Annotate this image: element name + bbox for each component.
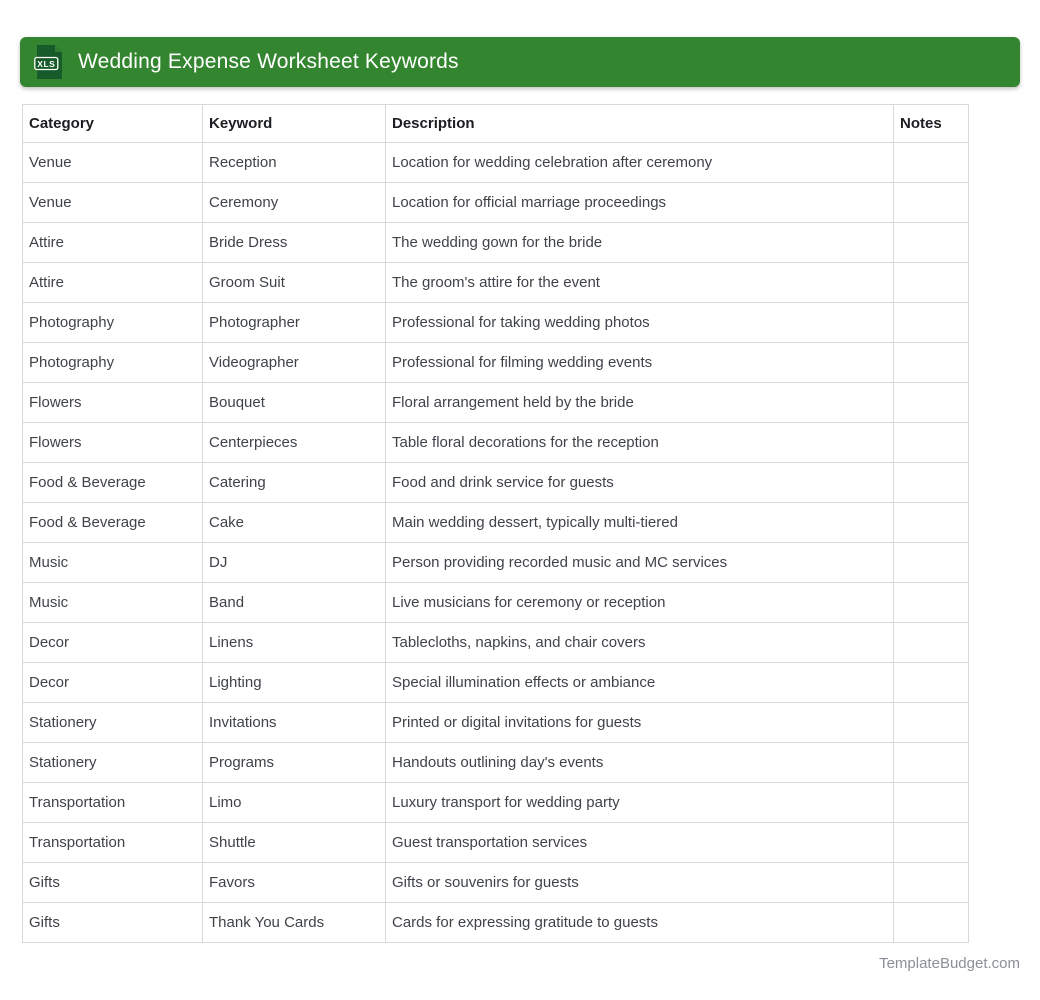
cell-keyword: Thank You Cards (203, 903, 386, 943)
cell-notes (894, 183, 969, 223)
cell-category: Venue (23, 143, 203, 183)
cell-notes (894, 783, 969, 823)
cell-notes (894, 303, 969, 343)
cell-keyword: Cake (203, 503, 386, 543)
cell-notes (894, 663, 969, 703)
xls-icon-label: XLS (37, 59, 56, 69)
cell-notes (894, 623, 969, 663)
cell-notes (894, 263, 969, 303)
table-row (23, 783, 969, 823)
keywords-table (22, 104, 969, 943)
cell-keyword: Limo (203, 783, 386, 823)
cell-category: Flowers (23, 383, 203, 423)
cell-keyword: Shuttle (203, 823, 386, 863)
column-header-category: Category (23, 105, 203, 143)
cell-description: Floral arrangement held by the bride (386, 383, 894, 423)
title-bar (20, 37, 1020, 87)
cell-description: Guest transportation services (386, 823, 894, 863)
cell-keyword: Bride Dress (203, 223, 386, 263)
cell-category: Music (23, 543, 203, 583)
table-row (23, 903, 969, 943)
cell-keyword: Catering (203, 463, 386, 503)
cell-keyword: Invitations (203, 703, 386, 743)
cell-category: Flowers (23, 423, 203, 463)
cell-description: The groom's attire for the event (386, 263, 894, 303)
cell-description: Cards for expressing gratitude to guests (386, 903, 894, 943)
cell-category: Venue (23, 183, 203, 223)
cell-notes (894, 543, 969, 583)
cell-notes (894, 743, 969, 783)
table-row (23, 423, 969, 463)
cell-category: Attire (23, 223, 203, 263)
cell-description: Live musicians for ceremony or reception (386, 583, 894, 623)
cell-keyword: Favors (203, 863, 386, 903)
table-row (23, 463, 969, 503)
cell-description: Food and drink service for guests (386, 463, 894, 503)
cell-description: Person providing recorded music and MC services (386, 543, 894, 583)
table-row (23, 863, 969, 903)
cell-category: Food & Beverage (23, 503, 203, 543)
cell-category: Stationery (23, 743, 203, 783)
cell-category: Music (23, 583, 203, 623)
cell-keyword: Reception (203, 143, 386, 183)
table-row (23, 183, 969, 223)
cell-keyword: Band (203, 583, 386, 623)
table-row (23, 143, 969, 183)
cell-description: The wedding gown for the bride (386, 223, 894, 263)
cell-keyword: Ceremony (203, 183, 386, 223)
cell-notes (894, 903, 969, 943)
cell-description: Gifts or souvenirs for guests (386, 863, 894, 903)
cell-description: Luxury transport for wedding party (386, 783, 894, 823)
cell-category: Transportation (23, 823, 203, 863)
cell-category: Decor (23, 663, 203, 703)
watermark-text: TemplateBudget.com (879, 955, 1020, 972)
cell-keyword: Videographer (203, 343, 386, 383)
cell-keyword: DJ (203, 543, 386, 583)
cell-keyword: Photographer (203, 303, 386, 343)
table-row (23, 263, 969, 303)
cell-category: Decor (23, 623, 203, 663)
cell-keyword: Groom Suit (203, 263, 386, 303)
table-row (23, 823, 969, 863)
cell-description: Location for official marriage proceedings (386, 183, 894, 223)
cell-notes (894, 863, 969, 903)
cell-description: Tablecloths, napkins, and chair covers (386, 623, 894, 663)
cell-description: Handouts outlining day's events (386, 743, 894, 783)
table-row (23, 663, 969, 703)
cell-keyword: Lighting (203, 663, 386, 703)
cell-description: Professional for taking wedding photos (386, 303, 894, 343)
cell-description: Professional for filming wedding events (386, 343, 894, 383)
column-header-description: Description (386, 105, 894, 143)
cell-description: Special illumination effects or ambiance (386, 663, 894, 703)
table-row (23, 223, 969, 263)
cell-notes (894, 823, 969, 863)
cell-notes (894, 503, 969, 543)
table-row (23, 303, 969, 343)
page-title: Wedding Expense Worksheet Keywords (78, 50, 459, 73)
cell-category: Photography (23, 303, 203, 343)
cell-description: Printed or digital invitations for guests (386, 703, 894, 743)
table-row (23, 703, 969, 743)
table-header-row (23, 105, 969, 143)
cell-keyword: Bouquet (203, 383, 386, 423)
table-row (23, 383, 969, 423)
cell-notes (894, 423, 969, 463)
cell-description: Main wedding dessert, typically multi-tiered (386, 503, 894, 543)
table-row (23, 543, 969, 583)
cell-keyword: Centerpieces (203, 423, 386, 463)
cell-description: Location for wedding celebration after ceremony (386, 143, 894, 183)
cell-keyword: Linens (203, 623, 386, 663)
cell-notes (894, 383, 969, 423)
cell-category: Food & Beverage (23, 463, 203, 503)
table-body (23, 143, 969, 943)
table-row (23, 623, 969, 663)
table-row (23, 743, 969, 783)
table-header (23, 105, 969, 143)
cell-notes (894, 223, 969, 263)
cell-category: Attire (23, 263, 203, 303)
cell-notes (894, 343, 969, 383)
cell-category: Stationery (23, 703, 203, 743)
table-row (23, 583, 969, 623)
cell-notes (894, 463, 969, 503)
table-row (23, 503, 969, 543)
column-header-keyword: Keyword (203, 105, 386, 143)
cell-description: Table floral decorations for the reception (386, 423, 894, 463)
cell-notes (894, 143, 969, 183)
cell-notes (894, 583, 969, 623)
column-header-notes: Notes (894, 105, 969, 143)
cell-notes (894, 703, 969, 743)
cell-keyword: Programs (203, 743, 386, 783)
table-row (23, 343, 969, 383)
cell-category: Transportation (23, 783, 203, 823)
cell-category: Photography (23, 343, 203, 383)
xls-file-icon (34, 44, 64, 80)
cell-category: Gifts (23, 863, 203, 903)
cell-category: Gifts (23, 903, 203, 943)
